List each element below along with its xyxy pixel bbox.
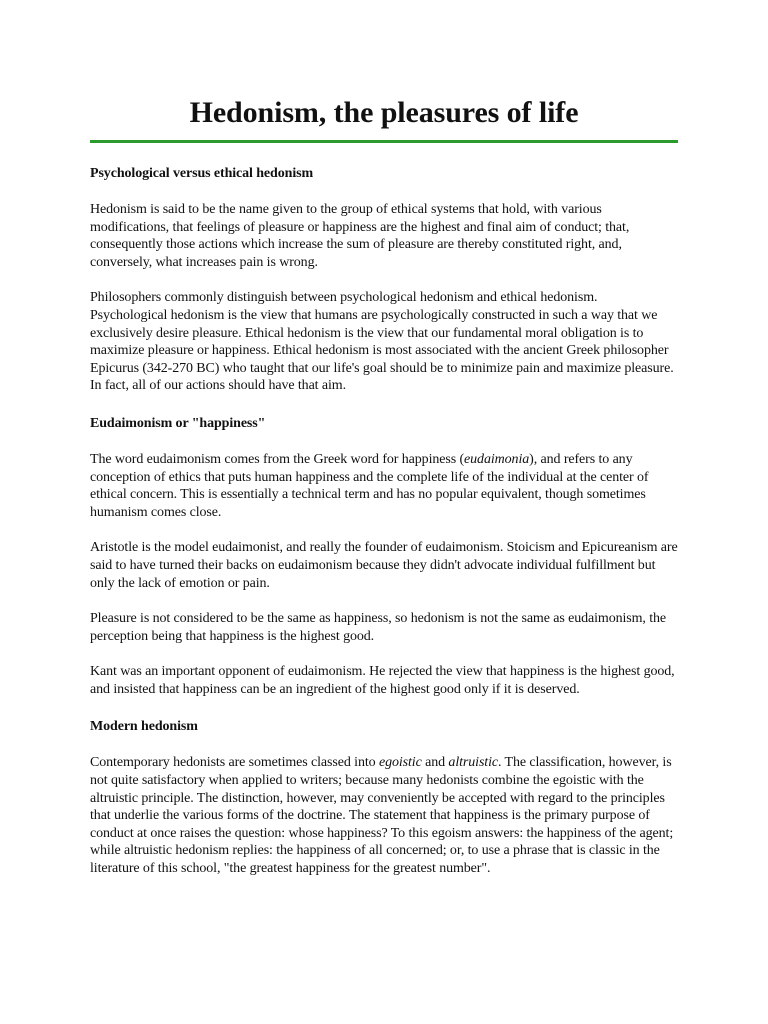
italic-term: altruistic: [448, 755, 498, 771]
title-divider: [90, 140, 678, 143]
section-heading-psychological-ethical: Psychological versus ethical hedonism: [90, 166, 314, 181]
italic-term: eudaimonia: [464, 451, 530, 467]
paragraph: Philosophers commonly distinguish between psychological hedonism and ethical hedonism. Psychological hedonism is the view that humans are psychologically constructed in such a way that we exclusively desire pleasure. Ethical hedonism is the view that our fundamental moral obligation is to maximize pleasure or happiness. Ethical hedonism is most associated with the ancient Greek philosopher Epicurus (342-270 BC) who taught that our life's goal should be to minimize pain and maximize pleasure. In fact, all of our actions should have that aim.: [90, 290, 674, 394]
section-heading-eudaimonism: Eudaimonism or "happiness": [90, 415, 266, 431]
paragraph: Aristotle is the model eudaimonist, and really the founder of eudaimonism. Stoicism and Epicureanism are said to have turned their backs on eudaimonism because they didn't advocate individual fulfillment but only the lack of emotion or pain.: [90, 540, 678, 591]
section-heading-modern-hedonism: Modern hedonism: [90, 719, 198, 735]
paragraph: [90, 451, 678, 521]
page-title: Hedonism, the pleasures of life: [189, 96, 579, 129]
document-page: [90, 0, 678, 878]
text-run: The word eudaimonism comes from the Greek word for happiness (: [90, 451, 465, 467]
text-run: and: [421, 755, 449, 771]
text-run: Contemporary hedonists are sometimes classed into: [90, 755, 379, 771]
paragraph: Kant was an important opponent of eudaimonism. He rejected the view that happiness is the highest good, and insisted that happiness can be an ingredient of the highest good only if it is deserved.: [90, 664, 675, 697]
italic-term: egoistic: [378, 755, 422, 771]
paragraph: Pleasure is not considered to be the same as happiness, so hedonism is not the same as eudaimonism, the perception being that happiness is the highest good.: [90, 611, 667, 644]
text-run: ), and refers to any conception of ethics that puts human happiness and the complete life of the individual at the center of ethical concern. This is essentially a technical term and has no popular equivalent, though sometimes humanism comes close.: [90, 451, 649, 520]
text-run: . The classification, however, is not quite satisfactory when applied to writers; because many hedonists combine the egoistic with the altruistic principle. The distinction, however, may conveniently be accepted with regard to the principles that underlie the various forms of the doctrine. The statement that happiness is the primary purpose of conduct at once raises the question: whose happiness? To this egoism answers: the happiness of the agent; while altruistic hedonism replies: the happiness of all concerned; or, to use a phrase that is classic in the literature of this school, "the greatest happiness for the greatest number".: [90, 755, 674, 877]
paragraph: [90, 754, 678, 877]
paragraph: Hedonism is said to be the name given to the group of ethical systems that hold, with various modifications, that feelings of pleasure or happiness are the highest and final aim of conduct; that, consequently those actions which increase the sum of pleasure are thereby constituted right, and, conversely, what increases pain is wrong.: [90, 202, 630, 270]
